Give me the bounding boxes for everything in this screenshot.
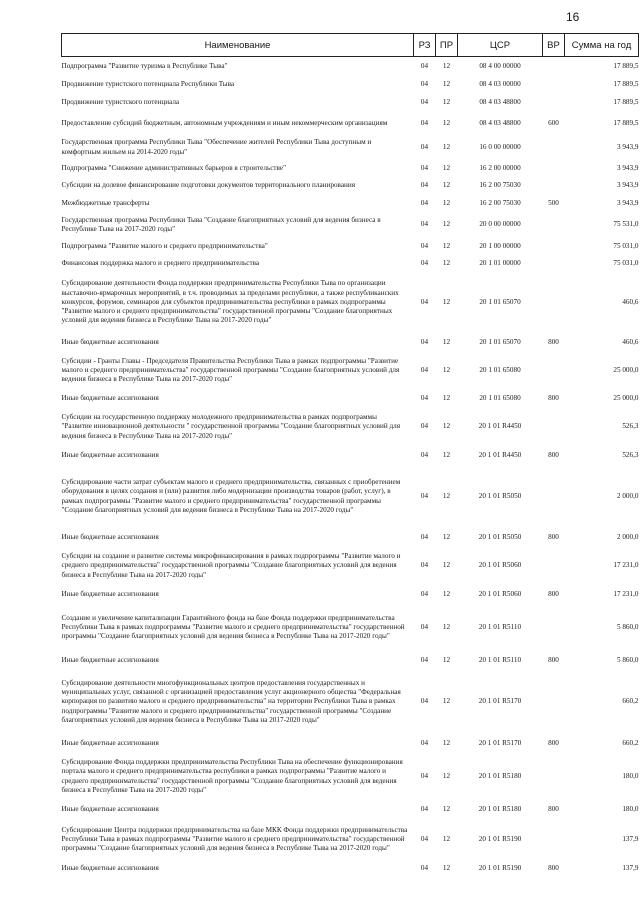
cell-rz: 04 (420, 393, 429, 402)
cell-name: Субсидирование Центра поддержки предпринимательства на базе МКК Фонда поддержки предпринимательства Республики Тыва в рамках подпрограммы "Развитие малого и среднего предпринимательства" государственной программы "Создание благоприятных условий для ведения бизнеса в Республике Тыва на 2017-2020 годы" (61, 825, 408, 853)
budget-table (61, 33, 639, 878)
cell-csr: 08 4 03 48800 (479, 97, 521, 106)
cell-vr (543, 160, 565, 178)
cell-rz: 04 (420, 198, 429, 207)
table-row (62, 94, 639, 112)
cell-name: Иные бюджетные ассигнования (61, 393, 159, 402)
cell-name: Межбюджетные трансферты (61, 198, 150, 207)
cell-sum: 137,9 (622, 834, 639, 843)
table-row (62, 273, 639, 333)
cell-csr: 20 1 01 R5050 (478, 532, 522, 541)
cell-name: Продвижение туристского потенциала (61, 97, 180, 106)
table-row (62, 76, 639, 94)
cell-vr (543, 820, 565, 860)
cell-rz: 04 (420, 97, 429, 106)
table-row (62, 333, 639, 353)
cell-rz: 04 (420, 738, 429, 747)
table-row (62, 389, 639, 409)
cell-rz: 04 (420, 450, 429, 459)
cell-vr (543, 671, 565, 734)
cell-name: Иные бюджетные ассигнования (61, 589, 159, 598)
table-row (62, 651, 639, 671)
cell-vr: 800 (548, 738, 559, 747)
cell-name: Субсидии на долевое финансирование подготовки документов территориального планирования (61, 181, 356, 190)
cell-csr: 20 0 00 00000 (479, 220, 521, 229)
cell-csr: 20 1 01 00000 (479, 259, 521, 268)
table-row (62, 160, 639, 178)
cell-vr: 800 (548, 655, 559, 664)
cell-pr: 12 (442, 97, 451, 106)
cell-vr (543, 273, 565, 333)
cell-vr: 500 (548, 198, 559, 207)
cell-rz: 04 (420, 337, 429, 346)
table-row (62, 195, 639, 213)
cell-pr: 12 (442, 532, 451, 541)
cell-vr (543, 57, 565, 76)
cell-rz: 04 (420, 220, 429, 229)
cell-pr: 12 (442, 863, 451, 872)
cell-pr: 12 (442, 365, 451, 374)
cell-name: Субсидии - Гранты Главы - Председателя Правительства Республики Тыва в рамках подпрограммы "Развитие малого и среднего предпринимательства" государственной программы "Создание благоприятных условий для ведения бизнеса в Республике Тыва на 2017-2020 годы" (61, 356, 400, 384)
cell-sum: 25 000,0 (613, 393, 639, 402)
cell-vr (543, 466, 565, 528)
header-sum: Сумма на год (565, 34, 639, 57)
cell-vr: 800 (548, 337, 559, 346)
cell-pr: 12 (442, 181, 451, 190)
cell-name: Субсидии на создание и развитие системы микрофинансирования в рамках подпрограммы "Развитие малого и среднего предпринимательства" государственной программы "Создание благоприятных условий для ведения бизнеса в Республике Тыва на 2017-2020 годы" (61, 552, 401, 579)
cell-pr: 12 (442, 241, 451, 250)
cell-csr: 20 1 01 R4450 (478, 450, 522, 459)
cell-sum: 17 231,0 (613, 561, 639, 570)
cell-name: Предоставление субсидий бюджетным, автономным учреждениям и иным некоммерческим организациям (61, 118, 388, 127)
table-row (62, 353, 639, 389)
cell-csr: 20 1 01 R5060 (478, 589, 522, 598)
cell-vr (543, 409, 565, 446)
cell-vr: 800 (548, 532, 559, 541)
cell-name: Иные бюджетные ассигнования (61, 738, 159, 747)
cell-sum: 17 889,5 (613, 97, 639, 106)
table-row (62, 671, 639, 734)
cell-rz: 04 (420, 79, 429, 88)
cell-vr: 800 (548, 393, 559, 402)
cell-sum: 5 860,0 (616, 622, 639, 631)
cell-pr: 12 (442, 118, 451, 127)
cell-sum: 3 943,9 (616, 142, 639, 151)
cell-vr (543, 178, 565, 195)
cell-pr: 12 (442, 804, 451, 813)
table-row (62, 734, 639, 754)
cell-pr: 12 (442, 61, 451, 70)
cell-sum: 3 943,9 (616, 198, 639, 207)
cell-vr (543, 605, 565, 651)
cell-csr: 16 2 00 75030 (479, 181, 521, 190)
table-body (62, 57, 639, 878)
cell-name: Субсидирование деятельности многофункциональных центров предоставления государственных и муниципальных услуг, связанной с организацией предоставления услуг акционерного общества "Федеральная корпорация по развитию малого и среднего предпринимательства" на территории Республики Тыва в рамках подпрограммы "Развитие малого и среднего предпринимательства" государственной программы "Создание благоприятных условий для ведения бизнеса в Республике Тыва на 2017-2020 годы" (61, 678, 401, 724)
cell-csr: 20 1 01 R5110 (478, 655, 522, 664)
table-row (62, 528, 639, 548)
cell-sum: 460,6 (622, 297, 639, 306)
cell-pr: 12 (442, 220, 451, 229)
cell-sum: 17 889,5 (613, 79, 639, 88)
cell-sum: 2 000,0 (616, 491, 639, 500)
cell-csr: 20 1 01 R5050 (478, 491, 522, 500)
cell-vr (543, 76, 565, 94)
header-csr: ЦСР (458, 34, 543, 57)
cell-sum: 5 860,0 (616, 655, 639, 664)
cell-sum: 3 943,9 (616, 181, 639, 190)
cell-csr: 20 1 01 R5180 (478, 771, 522, 780)
cell-csr: 20 1 00 00000 (479, 241, 521, 250)
cell-rz: 04 (420, 532, 429, 541)
cell-sum: 2 000,0 (616, 532, 639, 541)
cell-vr: 800 (548, 863, 559, 872)
cell-csr: 08 4 03 48800 (479, 118, 521, 127)
cell-name: Подпрограмма "Развитие туризма в Республике Тыва" (61, 61, 228, 70)
cell-sum: 25 000,0 (613, 365, 639, 374)
cell-rz: 04 (420, 863, 429, 872)
cell-csr: 20 1 01 R5060 (478, 561, 522, 570)
cell-vr (543, 136, 565, 160)
cell-pr: 12 (442, 697, 451, 706)
cell-pr: 12 (442, 422, 451, 431)
header-pr: ПР (436, 34, 458, 57)
cell-rz: 04 (420, 622, 429, 631)
cell-name: Иные бюджетные ассигнования (61, 804, 159, 813)
cell-name: Иные бюджетные ассигнования (61, 337, 159, 346)
cell-pr: 12 (442, 450, 451, 459)
cell-csr: 20 1 01 65080 (479, 365, 521, 374)
table-row (62, 605, 639, 651)
cell-rz: 04 (420, 561, 429, 570)
cell-sum: 660,2 (622, 738, 639, 747)
cell-sum: 660,2 (622, 697, 639, 706)
cell-rz: 04 (420, 655, 429, 664)
table-row (62, 112, 639, 136)
cell-rz: 04 (420, 163, 429, 172)
cell-rz: 04 (420, 259, 429, 268)
cell-csr: 08 4 03 00000 (479, 79, 521, 88)
cell-rz: 04 (420, 771, 429, 780)
cell-vr: 800 (548, 450, 559, 459)
cell-name: Подпрограмма "Снижение административных барьеров в строительстве" (61, 163, 287, 172)
cell-rz: 04 (420, 491, 429, 500)
cell-csr: 20 1 01 65080 (479, 393, 521, 402)
cell-name: Субсидии на государственную поддержку молодежного предпринимательства в рамках подпрограммы "Развитие инновационной деятельности " государственной программы "Создание благоприятных условий для ведения бизнеса в Республике Тыва на 2017-2020 годы" (61, 413, 401, 440)
cell-sum: 17 231,0 (613, 589, 639, 598)
cell-csr: 16 2 00 00000 (479, 163, 521, 172)
cell-pr: 12 (442, 393, 451, 402)
table-row (62, 860, 639, 878)
cell-csr: 20 1 01 R5190 (478, 834, 522, 843)
cell-csr: 16 0 00 00000 (479, 142, 521, 151)
header-name: Наименование (62, 34, 414, 57)
cell-name: Создание и увеличение капитализации Гарантийного фонда на базе Фонда поддержки предпринимательства Республики Тыва в рамках подпрограммы "Развитие малого и среднего предпринимательства" государственной программы "Создание благоприятных условий для ведения бизнеса в Республике Тыва на 2017-2020 годы" (61, 613, 405, 641)
cell-name: Продвижение туристского потенциала Республики Тыва (61, 79, 235, 88)
cell-pr: 12 (442, 622, 451, 631)
cell-csr: 20 1 01 R5110 (478, 622, 522, 631)
cell-sum: 180,0 (622, 804, 639, 813)
cell-rz: 04 (420, 589, 429, 598)
cell-csr: 20 1 01 65070 (479, 337, 521, 346)
cell-pr: 12 (442, 491, 451, 500)
cell-name: Иные бюджетные ассигнования (61, 532, 159, 541)
cell-rz: 04 (420, 365, 429, 374)
cell-pr: 12 (442, 297, 451, 306)
header-rz: РЗ (414, 34, 436, 57)
cell-pr: 12 (442, 163, 451, 172)
cell-pr: 12 (442, 337, 451, 346)
header-vr: ВР (543, 34, 565, 57)
table-row (62, 446, 639, 466)
cell-vr: 800 (548, 589, 559, 598)
cell-pr: 12 (442, 589, 451, 598)
cell-rz: 04 (420, 697, 429, 706)
cell-sum: 137,9 (622, 863, 639, 872)
cell-csr: 20 1 01 R4450 (478, 422, 522, 431)
cell-rz: 04 (420, 422, 429, 431)
cell-csr: 08 4 00 00000 (479, 61, 521, 70)
cell-csr: 20 1 01 R5180 (478, 804, 522, 813)
cell-name: Субсидирование Фонда поддержки предпринимательства Республики Тыва на обеспечение функционирования портала малого и среднего предпринимательства республики в рамках подпрограммы "Развитие малого и среднего предпринимательства" государственной программы "Создание благоприятных условий для ведения бизнеса в Республике Тыва на 2017-2020 годы" (61, 758, 403, 794)
cell-vr (543, 353, 565, 389)
table-row (62, 754, 639, 800)
cell-name: Субсидирование части затрат субъектам малого и среднего предпринимательства, связанных с приобретением оборудования в целях создания и (или) развития либо модернизации производства товаров (работ, услуг), в рамках подпрограммы "Развитие малого и среднего предпринимательства" государственной программы "Создание благоприятных условий для ведения бизнеса в Республике Тыва на 2017-2020 годы" (61, 478, 401, 514)
table-row (62, 57, 639, 76)
cell-vr (543, 548, 565, 585)
cell-name: Иные бюджетные ассигнования (61, 863, 159, 872)
cell-pr: 12 (442, 834, 451, 843)
table-row (62, 136, 639, 160)
cell-name: Финансовая поддержка малого и среднего предпринимательства (61, 259, 260, 268)
cell-csr: 20 1 01 R5170 (478, 697, 522, 706)
cell-rz: 04 (420, 181, 429, 190)
cell-rz: 04 (420, 61, 429, 70)
table-row (62, 238, 639, 256)
cell-name: Подпрограмма "Развитие малого и среднего предпринимательства" (61, 241, 268, 250)
cell-rz: 04 (420, 142, 429, 151)
cell-vr (543, 94, 565, 112)
cell-sum: 180,0 (622, 771, 639, 780)
cell-rz: 04 (420, 241, 429, 250)
cell-name: Государственная программа Республики Тыва "Создание благоприятных условий для ведения бизнеса в Республике Тыва на 2017-2020 годы" (61, 215, 381, 233)
cell-pr: 12 (442, 771, 451, 780)
cell-csr: 20 1 01 65070 (479, 297, 521, 306)
page-number: 16 (566, 10, 580, 24)
cell-pr: 12 (442, 655, 451, 664)
table-row (62, 585, 639, 605)
cell-name: Государственная программа Республики Тыва "Обеспечение жителей Республики Тыва доступным и комфортным жильем на 2014-2020 годы" (61, 138, 372, 156)
table-header-row (62, 34, 639, 57)
cell-pr: 12 (442, 738, 451, 747)
table-row (62, 800, 639, 820)
table-row (62, 178, 639, 195)
cell-name: Субсидирование деятельности Фонда поддержки предпринимательства Республики Тыва по организации выставочно-ярмарочных мероприятий, в т.ч. проводимых за пределами республики, а также республиканских конкурсов, форумов, семинаров для субъектов предпринимательства республики в рамках подпрограммы "Развитие малого и среднего предпринимательства" государственной программы "Создание благоприятных условий для ведения бизнеса в Республике Тыва на 2017-2020 годы" (61, 279, 399, 325)
cell-sum: 460,6 (622, 337, 639, 346)
cell-pr: 12 (442, 561, 451, 570)
cell-rz: 04 (420, 297, 429, 306)
cell-csr: 16 2 00 75030 (479, 198, 521, 207)
cell-sum: 75 031,0 (613, 241, 639, 250)
cell-sum: 526,3 (622, 422, 639, 431)
cell-sum: 526,3 (622, 450, 639, 459)
table-row (62, 466, 639, 528)
table-row (62, 213, 639, 238)
cell-rz: 04 (420, 118, 429, 127)
cell-pr: 12 (442, 198, 451, 207)
cell-sum: 75 531,0 (613, 220, 639, 229)
cell-pr: 12 (442, 142, 451, 151)
cell-pr: 12 (442, 79, 451, 88)
cell-pr: 12 (442, 259, 451, 268)
cell-sum: 75 031,0 (613, 259, 639, 268)
cell-sum: 17 889,5 (613, 118, 639, 127)
cell-vr: 600 (548, 118, 559, 127)
cell-csr: 20 1 01 R5170 (478, 738, 522, 747)
cell-sum: 3 943,9 (616, 163, 639, 172)
table-row (62, 256, 639, 273)
table-row (62, 548, 639, 585)
cell-csr: 20 1 01 R5190 (478, 863, 522, 872)
cell-vr (543, 754, 565, 800)
cell-vr (543, 256, 565, 273)
cell-rz: 04 (420, 834, 429, 843)
cell-name: Иные бюджетные ассигнования (61, 450, 159, 459)
table-row (62, 409, 639, 446)
cell-vr (543, 213, 565, 238)
cell-vr (543, 238, 565, 256)
cell-rz: 04 (420, 804, 429, 813)
cell-sum: 17 889,5 (613, 61, 639, 70)
table-row (62, 820, 639, 860)
cell-vr: 800 (548, 804, 559, 813)
cell-name: Иные бюджетные ассигнования (61, 655, 159, 664)
